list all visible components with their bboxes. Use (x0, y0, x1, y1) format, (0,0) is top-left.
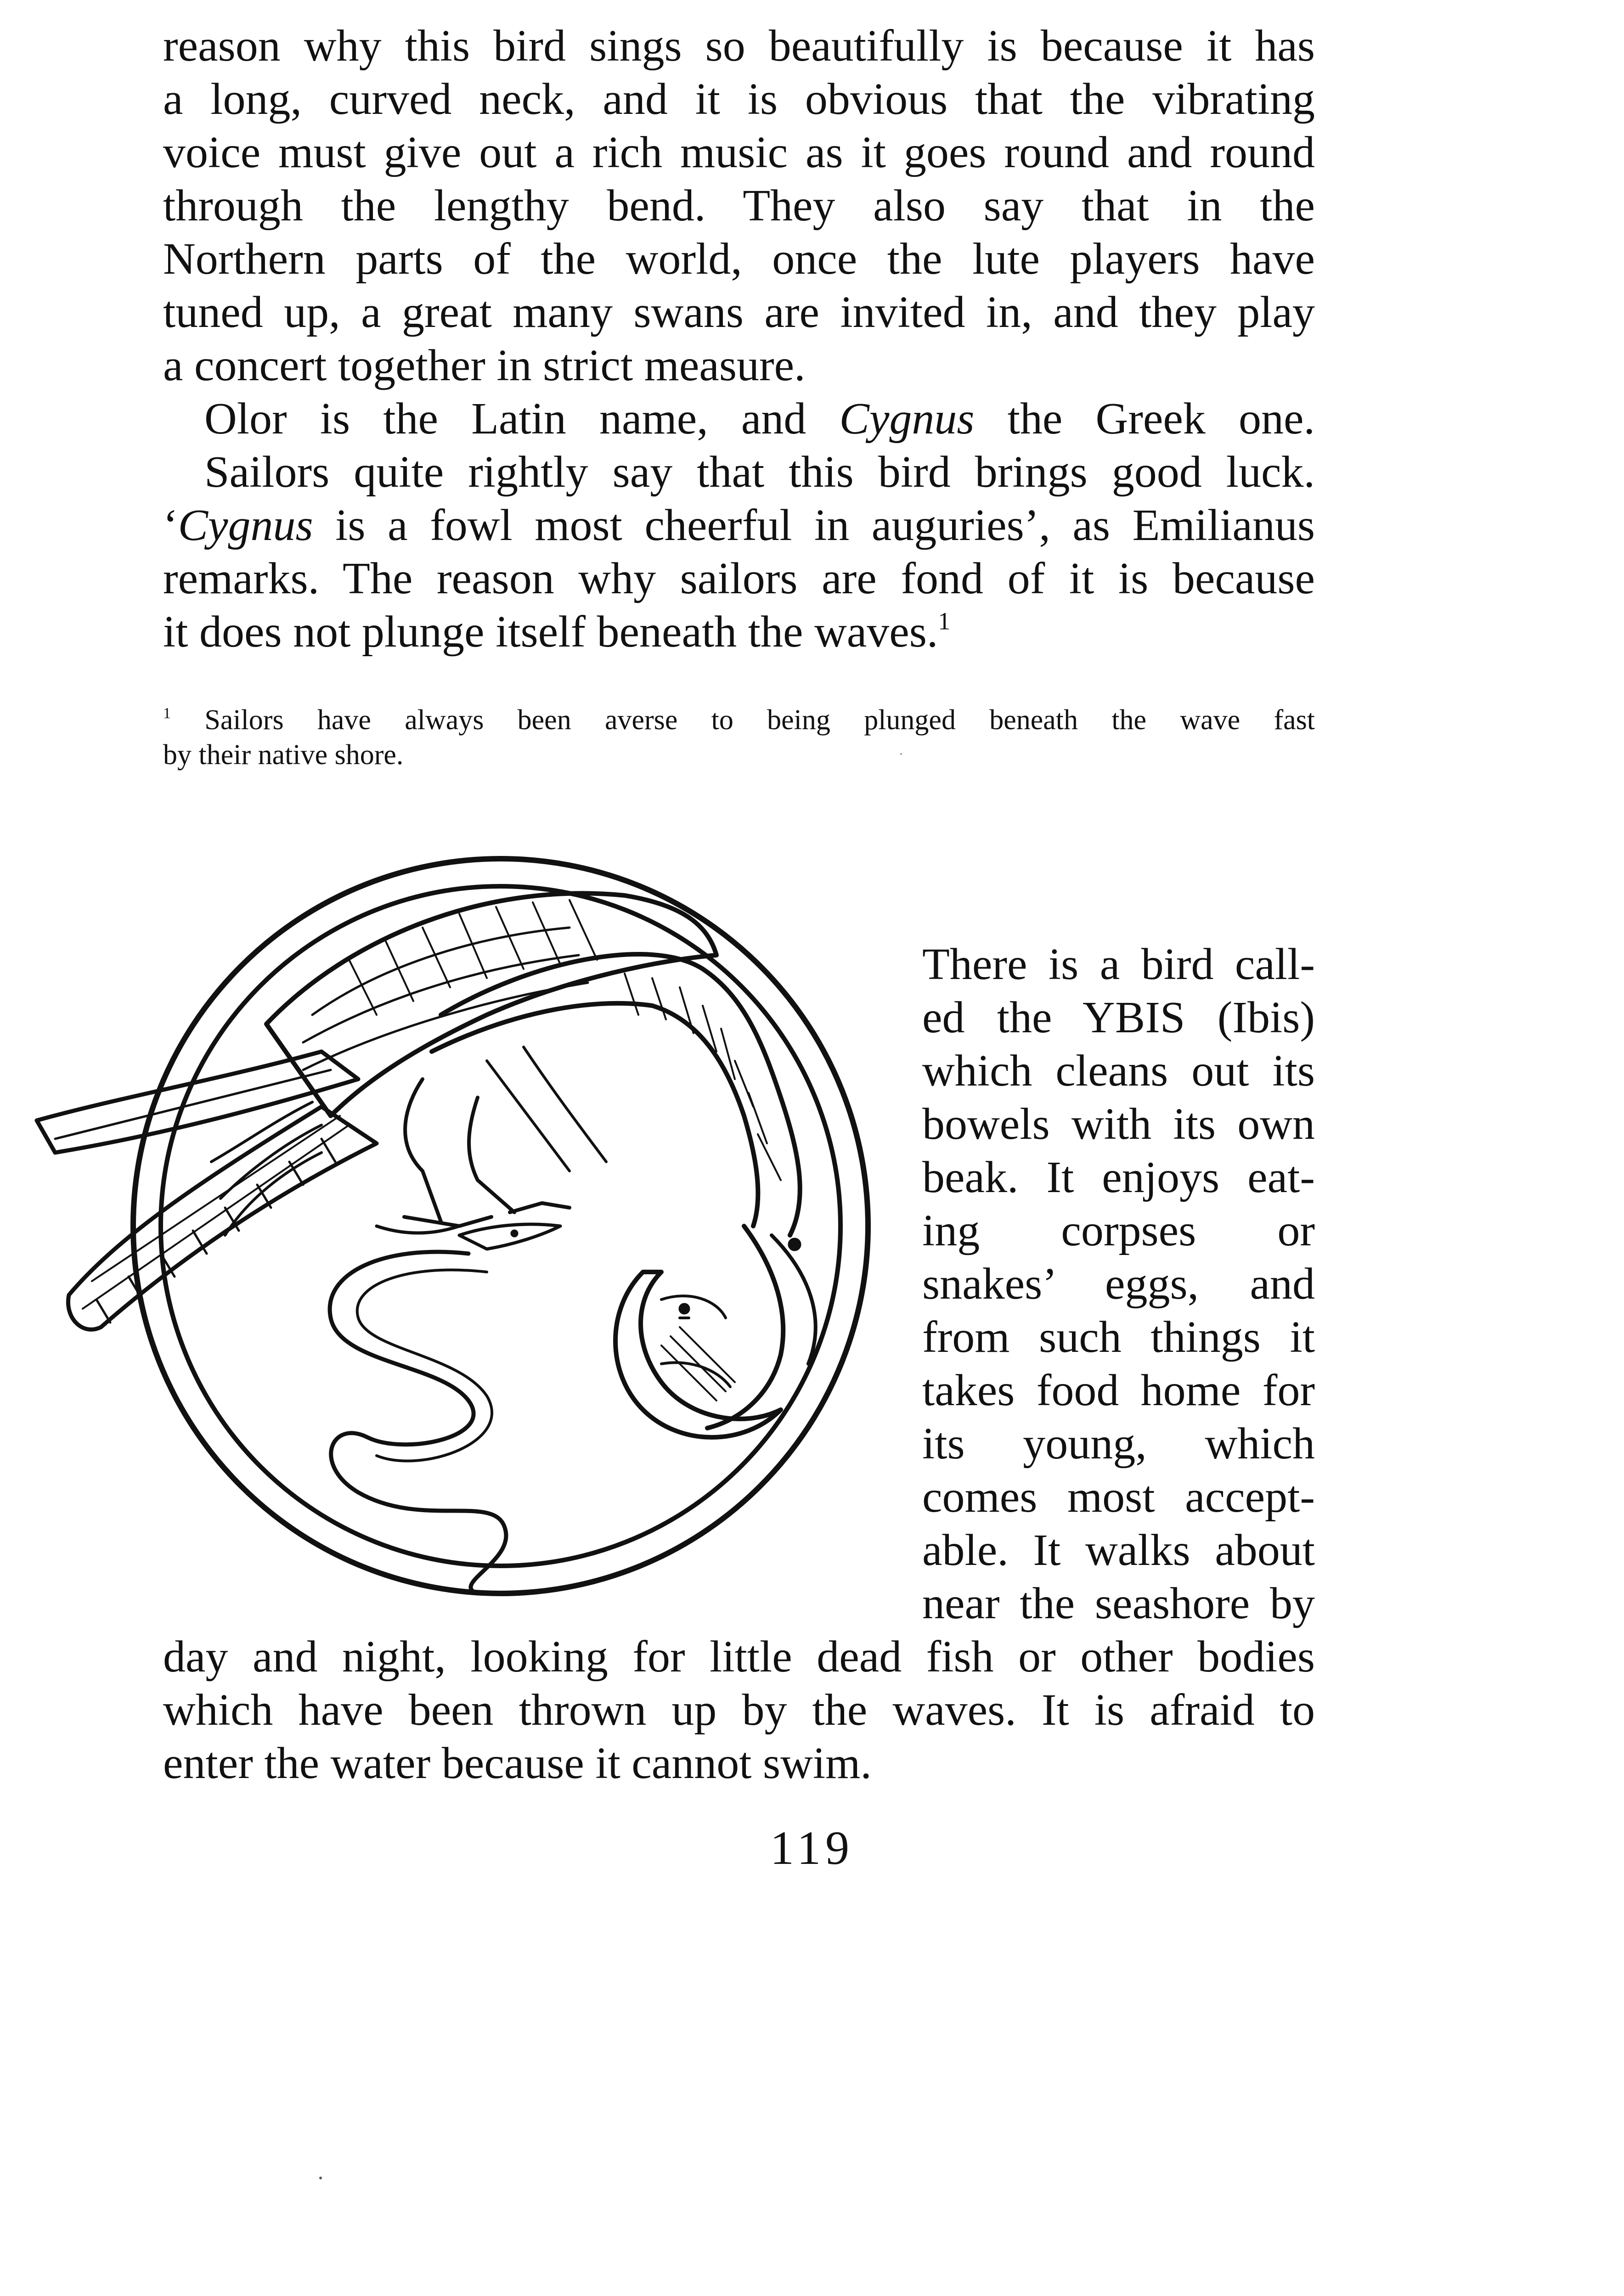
body-text-line: tuned up, a great many swans are invited in, and they play (163, 287, 1315, 337)
footnote-line: by their native shore. (163, 739, 404, 771)
paper-speck (319, 2177, 322, 2179)
body-text-line: able. It walks about (922, 1525, 1315, 1575)
body-text-line: comes most accept- (922, 1472, 1315, 1522)
text-run: the Greek one. (974, 394, 1315, 444)
ibis-roundel-illustration (28, 822, 900, 1603)
crescent-with-faces (615, 1272, 781, 1437)
body-text-line: There is a bird call- (922, 940, 1315, 989)
body-text-line: its young, which (922, 1419, 1315, 1469)
wing (211, 893, 716, 1235)
footnote-reference: 1 (938, 607, 951, 635)
text-run: it does not plunge itself beneath the waves. (163, 607, 938, 657)
body-text-line: enter the water because it cannot swim. (163, 1739, 872, 1788)
bird-body (432, 954, 800, 1235)
snake-head (459, 1224, 560, 1249)
footnote-marker: 1 (163, 705, 171, 722)
body-text-line: through the lengthy bend. They also say that in the (163, 181, 1315, 231)
body-text-line: a concert together in strict measure. (163, 341, 806, 390)
body-text-line (204, 392, 1315, 445)
body-text-line (163, 499, 1315, 552)
italic-term: Cygnus (178, 501, 313, 550)
paper-speck (900, 753, 902, 755)
body-text-line: remarks. The reason why sailors are fond of it is because (163, 554, 1315, 603)
body-text-line: snakes’ eggs, and (922, 1259, 1315, 1309)
body-text-line: reason why this bird sings so beautifully is because it has (163, 21, 1315, 71)
footnote-line (163, 703, 1315, 737)
tail-feathers (37, 1052, 377, 1329)
body-text-line: takes food home for (922, 1366, 1315, 1415)
body-text-line: Sailors quite rightly say that this bird brings good luck. (204, 447, 1315, 497)
body-text-line: ed the YBIS (Ibis) (922, 993, 1315, 1042)
body-text-line: Northern parts of the world, once the lute players have (163, 234, 1315, 284)
body-text-line (163, 605, 1315, 658)
body-text-line: which cleans out its (922, 1046, 1315, 1096)
snake-body (330, 1252, 506, 1593)
body-text-line: bowels with its own (922, 1099, 1315, 1149)
text-run: Sailors have always been averse to being plunged beneath the wave fast (171, 704, 1315, 736)
italic-term: Cygnus (839, 394, 975, 444)
body-text-line: beak. It enjoys eat- (922, 1153, 1315, 1202)
body-text-line: which have been thrown up by the waves. It is afraid to (163, 1685, 1315, 1735)
ibis-head (707, 1226, 816, 1428)
text-run: is a fowl most cheerful in auguries’, as Emilianus (313, 501, 1315, 550)
bird-legs (377, 1079, 570, 1233)
body-text-line: ing corpses or (922, 1206, 1315, 1255)
body-text-line: from such things it (922, 1312, 1315, 1362)
text-run: Olor is the Latin name, and (204, 394, 840, 444)
text-run: ‘ (163, 501, 178, 550)
body-text-line: day and night, looking for little dead fish or other bodies (163, 1632, 1315, 1682)
body-text-line: near the seashore by (922, 1579, 1315, 1628)
body-text-line: voice must give out a rich music as it goes round and round (163, 128, 1315, 177)
page-number: 119 (770, 1822, 854, 1874)
body-text-line: a long, curved neck, and it is obvious that the vibrating (163, 74, 1315, 124)
